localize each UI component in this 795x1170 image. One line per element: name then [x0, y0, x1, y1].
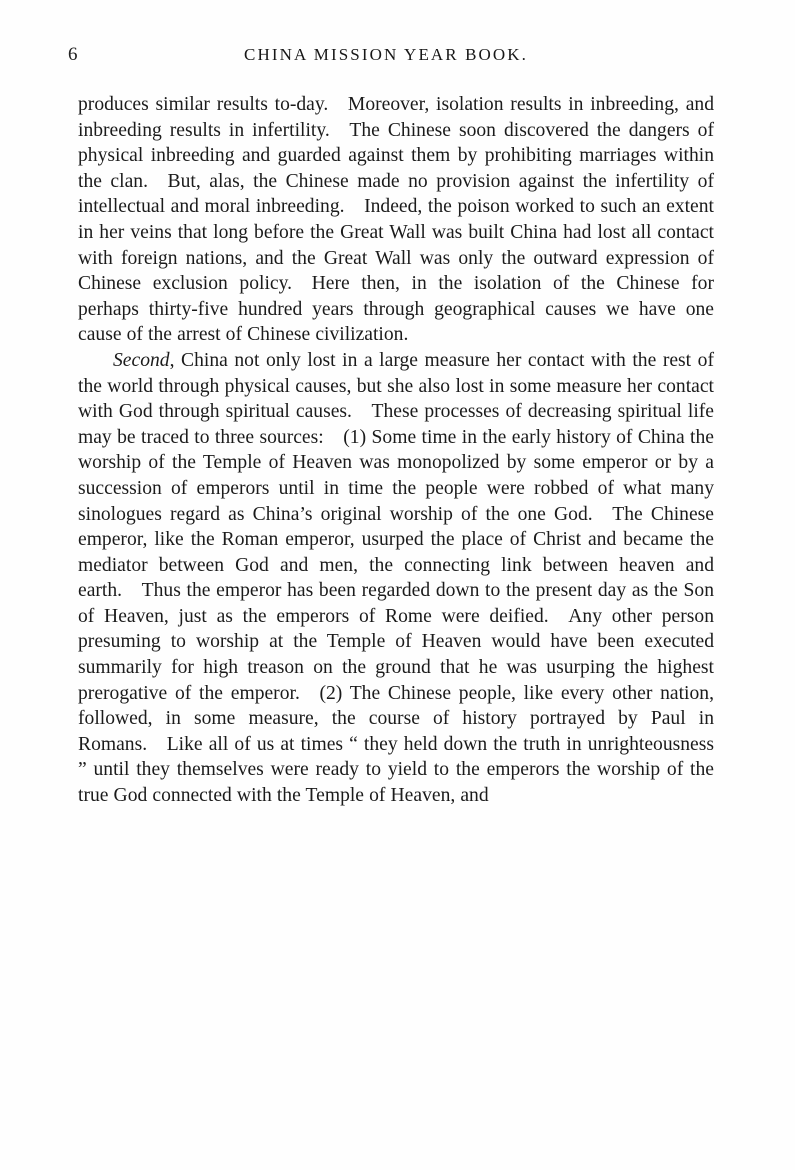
paragraph-second-body: , China not only lost in a large measure her contact with the rest of the world through physical causes, but she also lost in some measure her contact with God through spiritual causes. These processes of decreasing spiritual life may be traced to three sources: (1) Some time in the early history of China the worship of the Temple of Heaven was monopolized by some emperor or by a succession of emperors until in time the people were robbed of what many sinologues regard as China’s original worship of the one God. The Chinese emperor, like the Roman emperor, usurped the place of Christ and became the mediator between God and men, the connecting link between heaven and earth. Thus the emperor has been regarded down to the present day as the Son of Heaven, just as the emperors of Rome were deified. Any other person presuming to worship at the Temple of Heaven would have been executed summarily for high treason on the ground that he was usurping the highest prerogative of the emperor. (2) The Chinese people, like every other nation, followed, in some measure, the course of history portrayed by Paul in Romans. Like all of us at times “ they held down the truth in unrighteousness ” until they themselves were ready to yield to the emperors the worship of the true God connected with the Temple of Heaven, and — [78, 349, 714, 807]
paragraph-lead-italic: Second — [113, 349, 170, 371]
running-head — [0, 42, 795, 68]
body-text-block — [78, 92, 714, 809]
paragraph-second — [78, 348, 714, 809]
page-number: 6 — [68, 44, 78, 65]
paragraph-isolation: produces similar results to-day. Moreover, isolation results in inbreeding, and inbreeding results in infertility. The Chinese soon discovered the dangers of physical inbreeding and guarded against them by prohibiting marriages within the clan. But, alas, the Chinese made no provision against the infertility of intellectual and moral inbreeding. Indeed, the poison worked to such an extent in her veins that long before the Great Wall was built China had lost all contact with foreign nations, and the Great Wall was only the outward expression of Chinese exclusion policy. Here then, in the isolation of the Chinese for perhaps thirty-five hundred years through geographical causes we have one cause of the arrest of Chinese civilization. — [78, 94, 714, 346]
running-head-title: CHINA MISSION YEAR BOOK. — [244, 45, 529, 64]
